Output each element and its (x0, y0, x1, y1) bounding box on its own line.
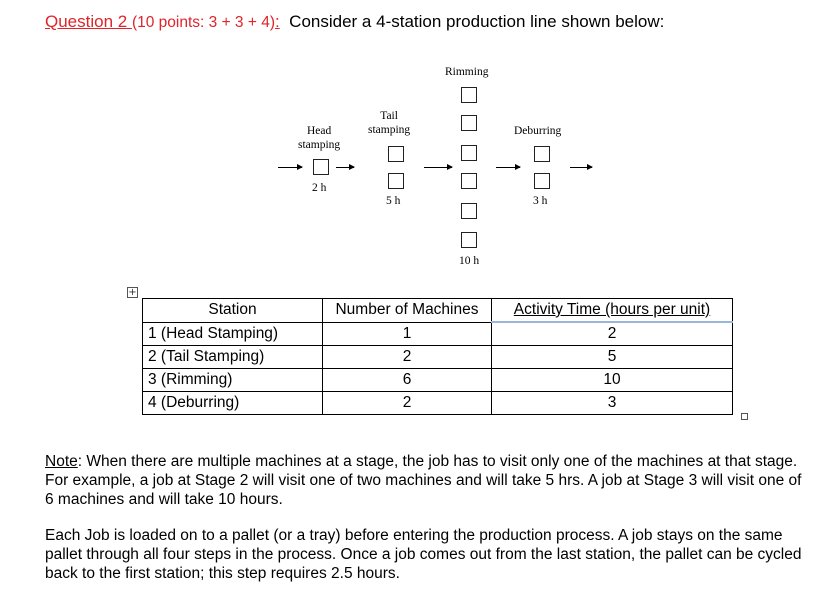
question-colon: : (275, 12, 280, 31)
tail-stamping-label (368, 109, 410, 137)
rimming-machine-6 (461, 232, 477, 248)
table-resize-handle[interactable] (741, 413, 748, 420)
station-table (142, 298, 733, 415)
production-line-diagram (260, 60, 600, 275)
rimming-time: 10 h (459, 255, 480, 267)
head-label-line-1: Head (306, 125, 332, 137)
cell-machines: 2 (323, 346, 492, 369)
head-label-line-2: stamping (298, 139, 341, 151)
header-machines: Number of Machines (323, 299, 492, 323)
output-arrow (570, 167, 592, 168)
cell-station: 3 (Rimming) (143, 369, 323, 392)
cell-machines: 1 (323, 322, 492, 346)
table-row (143, 392, 733, 415)
header-station: Station (143, 299, 323, 323)
tail-stamping-machine-2 (388, 173, 404, 189)
table-header-row (143, 299, 733, 323)
question-number: Question 2 (45, 12, 132, 31)
deburring-machine-2 (534, 173, 550, 189)
question-heading (45, 12, 664, 32)
header-activity-time-text: Activity Time (hours per unit) (513, 301, 711, 318)
question-points: (10 points: 3 + 3 + 4) (131, 14, 275, 31)
cell-activity-time: 3 (492, 392, 733, 415)
table-row (143, 322, 733, 346)
rimming-machine-4 (461, 173, 477, 189)
cell-station: 1 (Head Stamping) (143, 322, 323, 346)
cell-machines: 6 (323, 369, 492, 392)
head-stamping-label (298, 124, 340, 152)
note-label: Note (45, 453, 78, 470)
deburring-label: Deburring (514, 125, 562, 137)
head-stamping-machine (313, 159, 329, 175)
cell-station: 4 (Deburring) (143, 392, 323, 415)
note-paragraph (45, 452, 810, 509)
pallet-paragraph: Each Job is loaded on to a pallet (or a tray) before entering the production process. A job stays on the same pallet through all four steps in the process. Once a job comes out from the last station, the pallet can be cycled back to the first station; this step requires 2.5 hours. (45, 527, 802, 582)
input-arrow (278, 167, 302, 168)
tail-time: 5 h (386, 195, 401, 207)
table-row (143, 346, 733, 369)
arrow-tail-to-rim (424, 167, 452, 168)
tail-label-line-2: stamping (368, 124, 411, 136)
note-text: : When there are multiple machines at a stage, the job has to visit only one of the machines at that stage. For example, a job at Stage 2 will visit one of two machines and will take 5 hrs. A job at Stage 3 will visit one of 6 machines and will take 10 hours. (45, 453, 802, 508)
deburring-machine-1 (534, 146, 550, 162)
cell-station: 2 (Tail Stamping) (143, 346, 323, 369)
tail-stamping-machine-1 (388, 146, 404, 162)
question-text: Consider a 4-station production line shown below: (279, 12, 665, 31)
arrow-head-to-tail (336, 167, 354, 168)
table-row (143, 369, 733, 392)
rimming-machine-1 (461, 87, 477, 103)
cell-activity-time: 5 (492, 346, 733, 369)
arrow-rim-to-deburr (496, 167, 520, 168)
cell-activity-time: 10 (492, 369, 733, 392)
table-move-handle-icon[interactable]: + (128, 287, 137, 298)
rimming-machine-5 (461, 203, 477, 219)
head-time: 2 h (312, 182, 327, 194)
rimming-machine-3 (461, 145, 477, 161)
rimming-label: Rimming (445, 66, 489, 78)
header-activity-time (492, 299, 733, 323)
cell-activity-time: 2 (492, 322, 733, 346)
rimming-machine-2 (461, 115, 477, 131)
tail-label-line-1: Tail (380, 110, 398, 122)
cell-machines: 2 (323, 392, 492, 415)
deburring-time: 3 h (533, 195, 548, 207)
